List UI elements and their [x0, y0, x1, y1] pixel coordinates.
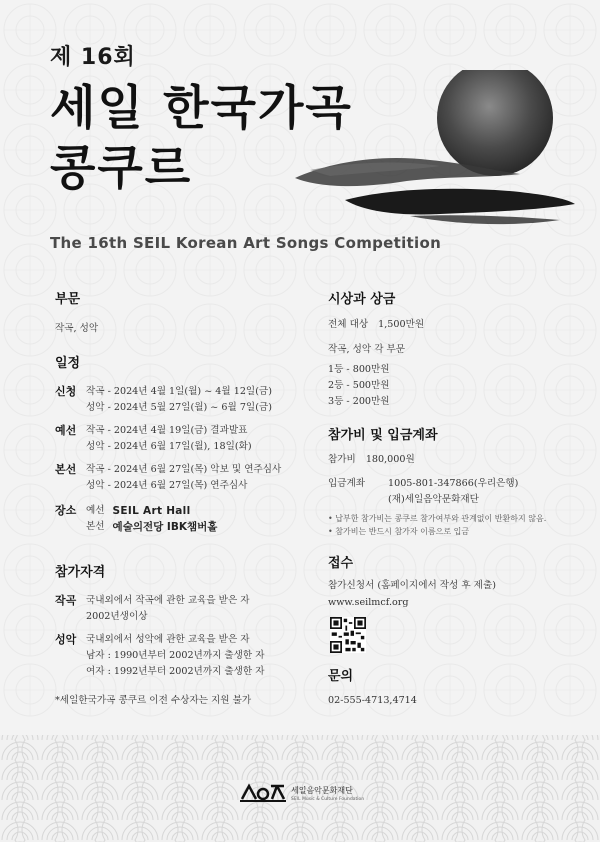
fee-label: 참가비	[328, 454, 356, 465]
venue-label: 장소	[55, 504, 77, 517]
foundation-logo-icon	[240, 783, 286, 803]
foundation-name-en: SEIL Music & Culture Foundation	[291, 797, 365, 802]
each-category-title: 작곡, 성악 각 부문	[328, 344, 406, 355]
schedule-section	[55, 352, 80, 371]
fee-section	[328, 424, 438, 443]
venue-final-place: 예술의전당 IBK챔버홀	[112, 521, 218, 533]
final-label: 본선	[55, 463, 77, 476]
category-text: 작곡, 성악	[55, 323, 99, 334]
fee-row	[328, 452, 415, 468]
category-section	[55, 288, 98, 337]
compose-line: 2002년생이상	[86, 611, 148, 622]
vocal-line: 여자 : 1992년부터 2002년까지 출생한 자	[86, 666, 265, 677]
prelim-label: 예선	[55, 424, 77, 437]
prize-item: 3등 - 200만원	[328, 396, 390, 407]
prelim-line: 작곡 - 2024년 4월 19일(금) 결과발표	[86, 425, 248, 436]
apply-line: 성악 - 2024년 5월 27일(월) ~ 6월 7일(금)	[86, 402, 272, 413]
inquiry-section	[328, 665, 353, 684]
fee-note: • 납부한 참가비는 콩쿠르 참가여부와 관계없이 반환하지 않음.	[328, 514, 547, 523]
eligibility-section	[55, 561, 105, 580]
awards-heading: 시상과 상금	[328, 292, 396, 307]
fee-note: • 참가비는 반드시 참가자 이름으로 입금	[328, 527, 470, 536]
account-label: 입금계좌	[328, 478, 366, 489]
schedule-apply	[55, 384, 272, 416]
grand-prize	[328, 317, 424, 333]
venue-final-label: 본선	[86, 521, 105, 532]
eligibility-heading: 참가자격	[55, 565, 106, 580]
prize-list	[328, 362, 390, 410]
venue-prelim-place: SEIL Art Hall	[112, 505, 191, 517]
fee-heading: 참가비 및 입금계좌	[328, 428, 438, 443]
prize-item: 2등 - 500만원	[328, 380, 390, 391]
compose-line: 국내외에서 작곡에 관한 교육을 받은 자	[86, 595, 250, 606]
account-row	[328, 476, 518, 508]
fee-amount: 180,000원	[365, 454, 415, 465]
final-line: 작곡 - 2024년 6월 27일(목) 악보 및 연주심사	[86, 464, 282, 475]
reception-heading: 접수	[328, 556, 354, 571]
grand-prize-label: 전체 대상	[328, 319, 369, 330]
account-line: (재)세일음악문화재단	[388, 494, 479, 505]
vocal-label: 성악	[55, 633, 77, 646]
apply-line: 작곡 - 2024년 4월 1일(월) ~ 4월 12일(금)	[86, 386, 272, 397]
schedule-final	[55, 462, 281, 494]
awards-section	[328, 288, 395, 307]
fee-notes	[328, 512, 546, 538]
website-link[interactable]: www.seilmcf.org	[328, 597, 409, 608]
schedule-heading: 일정	[55, 356, 81, 371]
title-block	[50, 40, 353, 199]
vocal-line: 국내외에서 성악에 관한 교육을 받은 자	[86, 634, 250, 645]
inquiry-heading: 문의	[328, 669, 354, 684]
vocal-line: 남자 : 1990년부터 2002년까지 출생한 자	[86, 650, 265, 661]
title-line-1: 세일 한국가곡	[50, 81, 353, 136]
reception-text: 참가신청서 (홈페이지에서 작성 후 제출)	[328, 580, 496, 591]
schedule-venue	[55, 503, 217, 535]
qr-code-icon[interactable]	[330, 617, 366, 653]
venue-prelim-label: 예선	[86, 505, 105, 516]
grand-prize-amount: 1,500만원	[378, 319, 425, 330]
english-subtitle: The 16th SEIL Korean Art Songs Competition	[50, 234, 442, 252]
eligibility-vocal	[55, 632, 265, 680]
title-line-2: 콩쿠르	[50, 141, 193, 196]
edition-label: 제 16회	[50, 45, 136, 70]
compose-label: 작곡	[55, 594, 77, 607]
eligibility-compose	[55, 593, 250, 625]
prelim-line: 성악 - 2024년 6월 17일(월), 18일(화)	[86, 441, 252, 452]
prize-item: 1등 - 800만원	[328, 364, 390, 375]
eligibility-note: *세일한국가곡 콩쿠르 이전 수상자는 지원 불가	[55, 695, 252, 706]
foundation-name: 세일음악문화재단	[291, 786, 353, 795]
apply-label: 신청	[55, 385, 77, 398]
category-heading: 부문	[55, 292, 81, 307]
schedule-prelim	[55, 423, 252, 455]
account-line: 1005-801-347866(우리은행)	[388, 478, 519, 489]
inquiry-phone: 02-555-4713,4714	[328, 695, 417, 706]
final-line: 성악 - 2024년 6월 27일(목) 연주심사	[86, 480, 248, 491]
reception-section	[328, 552, 353, 571]
